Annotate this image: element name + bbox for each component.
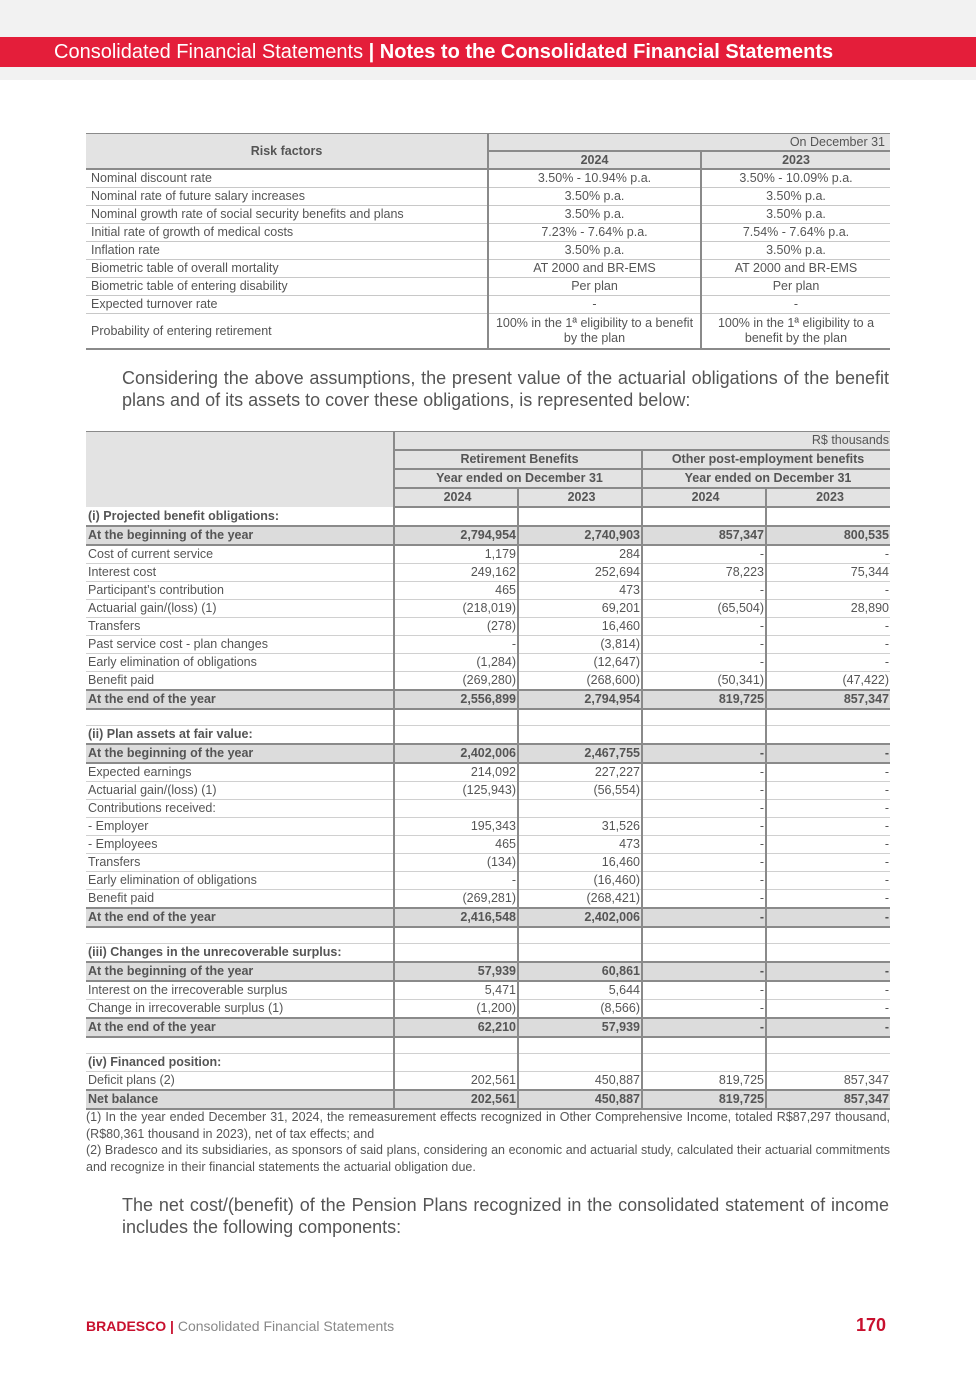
table-row — [86, 800, 890, 818]
year-header: 2023 — [701, 151, 890, 169]
year-header: 2023 — [766, 488, 890, 507]
footnote-2: (2) Bradesco and its subsidiaries, as sponsors of said plans, considering an economic and actuarial study, calculated their actuarial commitments and recognize in their financial statements the actuarial obligation due. — [86, 1143, 890, 1174]
row-label: Contributions received: — [86, 800, 394, 818]
value-cell — [518, 944, 642, 963]
value-cell: - — [642, 782, 766, 800]
table-row — [86, 242, 890, 260]
value-cell — [394, 1054, 518, 1072]
table-row — [86, 564, 890, 582]
value-cell: 57,939 — [518, 1018, 642, 1037]
total-row — [86, 908, 890, 927]
value-cell: - — [642, 582, 766, 600]
cell-2024: 3.50% p.a. — [488, 206, 701, 224]
row-label: Participant’s contribution — [86, 582, 394, 600]
value-cell: 2,794,954 — [518, 690, 642, 709]
value-cell — [642, 507, 766, 526]
table-row — [86, 1000, 890, 1019]
row-label: Deficit plans (2) — [86, 1072, 394, 1091]
row-label: Inflation rate — [86, 242, 488, 260]
risk-factors-table — [86, 133, 890, 350]
value-cell: 2,794,954 — [394, 526, 518, 545]
cell-2023: 7.54% - 7.64% p.a. — [701, 224, 890, 242]
value-cell: (65,504) — [642, 600, 766, 618]
cell-2024: 3.50% p.a. — [488, 188, 701, 206]
value-cell: - — [642, 744, 766, 763]
value-cell: - — [642, 800, 766, 818]
value-cell: 16,460 — [518, 854, 642, 872]
value-cell: - — [642, 1018, 766, 1037]
value-cell: - — [642, 981, 766, 1000]
value-cell: (8,566) — [518, 1000, 642, 1019]
value-cell — [766, 1054, 890, 1072]
period-header: Year ended on December 31 — [394, 469, 642, 488]
row-label: (ii) Plan assets at fair value: — [86, 726, 394, 745]
value-cell: - — [642, 818, 766, 836]
value-cell: - — [766, 582, 890, 600]
value-cell: 214,092 — [394, 763, 518, 782]
value-cell: - — [766, 1018, 890, 1037]
value-cell: 2,416,548 — [394, 908, 518, 927]
row-label: Interest cost — [86, 564, 394, 582]
value-cell: - — [766, 654, 890, 672]
footnote-1: (1) In the year ended December 31, 2024, the remeasurement effects recognized in Other Comprehensive Income, totaled R$87,297 thousand, (R$80,361 thousand in 2023), net of tax effects; and — [86, 1110, 890, 1141]
table-row — [86, 1072, 890, 1091]
value-cell: 5,471 — [394, 981, 518, 1000]
cell-2024: 7.23% - 7.64% p.a. — [488, 224, 701, 242]
table-row — [86, 872, 890, 890]
cell-2024: 3.50% p.a. — [488, 242, 701, 260]
value-cell: - — [766, 962, 890, 981]
header-separator: | — [363, 41, 380, 63]
value-cell: (134) — [394, 854, 518, 872]
table-row — [86, 188, 890, 206]
table-row — [86, 224, 890, 242]
value-cell: 62,210 — [394, 1018, 518, 1037]
cell-2023: 100% in the 1ª eligibility to a benefit by the plan — [701, 314, 890, 350]
section-title-row — [86, 1054, 890, 1072]
table-row — [86, 890, 890, 909]
value-cell: (47,422) — [766, 672, 890, 691]
value-cell: 2,402,006 — [394, 744, 518, 763]
value-cell — [642, 1037, 766, 1054]
value-cell: (125,943) — [394, 782, 518, 800]
total-row — [86, 962, 890, 981]
value-cell: - — [642, 545, 766, 564]
row-label: At the end of the year — [86, 690, 394, 709]
cell-2024: - — [488, 296, 701, 314]
row-label: Interest on the irrecoverable surplus — [86, 981, 394, 1000]
value-cell: 473 — [518, 836, 642, 854]
value-cell: 195,343 — [394, 818, 518, 836]
value-cell: 284 — [518, 545, 642, 564]
table-row — [86, 260, 890, 278]
value-cell: (16,460) — [518, 872, 642, 890]
unit-label: R$ thousands — [394, 432, 890, 451]
cell-2024: Per plan — [488, 278, 701, 296]
row-label: Early elimination of obligations — [86, 872, 394, 890]
table-row — [86, 672, 890, 691]
cell-2024: 3.50% - 10.94% p.a. — [488, 169, 701, 188]
footer-separator: | — [166, 1318, 178, 1334]
value-cell: - — [766, 908, 890, 927]
value-cell: (269,280) — [394, 672, 518, 691]
row-label: At the end of the year — [86, 908, 394, 927]
value-cell: 857,347 — [642, 526, 766, 545]
value-cell: 819,725 — [642, 690, 766, 709]
value-cell: - — [766, 782, 890, 800]
cell-2023: AT 2000 and BR-EMS — [701, 260, 890, 278]
value-cell — [642, 944, 766, 963]
value-cell — [766, 709, 890, 726]
row-label: Cost of current service — [86, 545, 394, 564]
row-label: Actuarial gain/(loss) (1) — [86, 600, 394, 618]
value-cell — [518, 726, 642, 745]
row-label — [86, 709, 394, 726]
value-cell: (12,647) — [518, 654, 642, 672]
section-header-bar — [0, 37, 976, 67]
value-cell: 1,179 — [394, 545, 518, 564]
value-cell: - — [766, 636, 890, 654]
value-cell: 2,556,899 — [394, 690, 518, 709]
footer-text: Consolidated Financial Statements — [177, 1318, 395, 1334]
value-cell — [518, 800, 642, 818]
value-cell — [642, 927, 766, 944]
cell-2024: 100% in the 1ª eligibility to a benefit by the plan — [488, 314, 701, 350]
table-row — [86, 169, 890, 188]
table-row — [86, 314, 890, 350]
value-cell: - — [642, 763, 766, 782]
row-label: Nominal discount rate — [86, 169, 488, 188]
cell-2023: 3.50% p.a. — [701, 188, 890, 206]
table-row — [86, 206, 890, 224]
value-cell — [518, 709, 642, 726]
table-row — [86, 296, 890, 314]
page-number: 170 — [855, 1315, 886, 1335]
footer — [86, 1318, 394, 1334]
value-cell — [518, 507, 642, 526]
row-label: Initial rate of growth of medical costs — [86, 224, 488, 242]
table-row — [86, 278, 890, 296]
cell-2024: AT 2000 and BR-EMS — [488, 260, 701, 278]
value-cell: 450,887 — [518, 1072, 642, 1091]
table-row — [86, 981, 890, 1000]
row-label: Biometric table of overall mortality — [86, 260, 488, 278]
period-header: Year ended on December 31 — [642, 469, 890, 488]
value-cell: - — [766, 890, 890, 909]
value-cell — [642, 709, 766, 726]
value-cell: (269,281) — [394, 890, 518, 909]
value-cell: 450,887 — [518, 1090, 642, 1109]
value-cell: - — [642, 854, 766, 872]
value-cell: 227,227 — [518, 763, 642, 782]
row-label: Transfers — [86, 854, 394, 872]
value-cell: - — [766, 818, 890, 836]
value-cell — [394, 927, 518, 944]
paragraph-net-cost: The net cost/(benefit) of the Pension Plans recognized in the consolidated statement of income includes the following components: — [122, 1195, 889, 1237]
value-cell — [394, 1037, 518, 1054]
value-cell: (268,600) — [518, 672, 642, 691]
total-row — [86, 744, 890, 763]
value-cell: - — [394, 872, 518, 890]
section-title-row — [86, 507, 890, 526]
value-cell: 2,467,755 — [518, 744, 642, 763]
table-row — [86, 782, 890, 800]
table-row — [86, 654, 890, 672]
value-cell — [394, 709, 518, 726]
value-cell — [766, 1037, 890, 1054]
total-row — [86, 1018, 890, 1037]
footer-brand: BRADESCO — [86, 1318, 167, 1334]
footnotes — [86, 1109, 890, 1175]
row-label: At the beginning of the year — [86, 526, 394, 545]
value-cell — [394, 507, 518, 526]
row-label: Nominal growth rate of social security benefits and plans — [86, 206, 488, 224]
row-label: Change in irrecoverable surplus (1) — [86, 1000, 394, 1019]
total-row — [86, 1090, 890, 1109]
value-cell: (278) — [394, 618, 518, 636]
value-cell: 31,526 — [518, 818, 642, 836]
row-label: Past service cost - plan changes — [86, 636, 394, 654]
table-row — [86, 545, 890, 564]
row-label: - Employer — [86, 818, 394, 836]
value-cell: - — [766, 872, 890, 890]
cell-2023: 3.50% - 10.09% p.a. — [701, 169, 890, 188]
value-cell: - — [766, 981, 890, 1000]
cell-2023: 3.50% p.a. — [701, 206, 890, 224]
row-label: Benefit paid — [86, 672, 394, 691]
value-cell: - — [766, 800, 890, 818]
table-row — [86, 836, 890, 854]
row-label: Biometric table of entering disability — [86, 278, 488, 296]
cell-2023: Per plan — [701, 278, 890, 296]
spacer-row — [86, 709, 890, 726]
value-cell: - — [766, 836, 890, 854]
value-cell: (268,421) — [518, 890, 642, 909]
year-header: 2024 — [642, 488, 766, 507]
year-header: 2024 — [488, 151, 701, 169]
risk-factors-header: Risk factors — [86, 134, 488, 170]
group-retirement-benefits: Retirement Benefits — [394, 450, 642, 469]
value-cell — [394, 726, 518, 745]
value-cell: 252,694 — [518, 564, 642, 582]
total-row — [86, 690, 890, 709]
row-label: - Employees — [86, 836, 394, 854]
value-cell: (1,200) — [394, 1000, 518, 1019]
header-title: Notes to the Consolidated Financial Statements — [379, 41, 834, 63]
row-label: (i) Projected benefit obligations: — [86, 507, 394, 526]
value-cell — [518, 927, 642, 944]
total-row — [86, 526, 890, 545]
section-title-row — [86, 726, 890, 745]
value-cell: 202,561 — [394, 1090, 518, 1109]
value-cell: (1,284) — [394, 654, 518, 672]
header-section: Consolidated Financial Statements — [54, 41, 364, 63]
value-cell: 5,644 — [518, 981, 642, 1000]
value-cell: 202,561 — [394, 1072, 518, 1091]
table-row — [86, 636, 890, 654]
value-cell: 2,740,903 — [518, 526, 642, 545]
value-cell: - — [642, 836, 766, 854]
value-cell — [642, 726, 766, 745]
value-cell: 60,861 — [518, 962, 642, 981]
period-header: On December 31 — [488, 134, 890, 152]
paragraph-assumptions: Considering the above assumptions, the present value of the actuarial obligations of the benefit plans and of its assets to cover these obligations, is represented below: — [122, 368, 889, 410]
row-label: (iii) Changes in the unrecoverable surplus: — [86, 944, 394, 963]
row-label: Expected turnover rate — [86, 296, 488, 314]
value-cell: 857,347 — [766, 1072, 890, 1091]
row-label: (iv) Financed position: — [86, 1054, 394, 1072]
row-label: At the beginning of the year — [86, 962, 394, 981]
value-cell: 465 — [394, 836, 518, 854]
row-label: Actuarial gain/(loss) (1) — [86, 782, 394, 800]
value-cell: 16,460 — [518, 618, 642, 636]
value-cell: 249,162 — [394, 564, 518, 582]
cell-2023: - — [701, 296, 890, 314]
value-cell: - — [766, 618, 890, 636]
cell-2023: 3.50% p.a. — [701, 242, 890, 260]
actuarial-obligations-table — [86, 431, 890, 1110]
value-cell: - — [642, 1000, 766, 1019]
value-cell — [642, 1054, 766, 1072]
value-cell: 78,223 — [642, 564, 766, 582]
table-row — [86, 582, 890, 600]
row-label — [86, 927, 394, 944]
row-label: Transfers — [86, 618, 394, 636]
value-cell: 75,344 — [766, 564, 890, 582]
value-cell: 69,201 — [518, 600, 642, 618]
value-cell — [518, 1037, 642, 1054]
value-cell: - — [394, 636, 518, 654]
section-title-row — [86, 944, 890, 963]
row-label: Probability of entering retirement — [86, 314, 488, 350]
year-header: 2023 — [518, 488, 642, 507]
row-label: At the end of the year — [86, 1018, 394, 1037]
value-cell: (218,019) — [394, 600, 518, 618]
table-row — [86, 818, 890, 836]
year-header: 2024 — [394, 488, 518, 507]
spacer-row — [86, 927, 890, 944]
value-cell: (3,814) — [518, 636, 642, 654]
value-cell: - — [642, 636, 766, 654]
value-cell — [766, 507, 890, 526]
value-cell — [394, 944, 518, 963]
value-cell: - — [642, 962, 766, 981]
value-cell: (50,341) — [642, 672, 766, 691]
table-row — [86, 763, 890, 782]
value-cell: (56,554) — [518, 782, 642, 800]
value-cell — [766, 944, 890, 963]
row-label: At the beginning of the year — [86, 744, 394, 763]
value-cell: 819,725 — [642, 1090, 766, 1109]
value-cell — [394, 800, 518, 818]
value-cell — [518, 1054, 642, 1072]
value-cell: - — [766, 545, 890, 564]
spacer-row — [86, 1037, 890, 1054]
table-row — [86, 600, 890, 618]
value-cell: 28,890 — [766, 600, 890, 618]
value-cell: - — [642, 908, 766, 927]
value-cell: - — [766, 744, 890, 763]
value-cell — [766, 927, 890, 944]
value-cell: 473 — [518, 582, 642, 600]
value-cell: - — [642, 872, 766, 890]
row-label: Nominal rate of future salary increases — [86, 188, 488, 206]
value-cell: - — [766, 763, 890, 782]
value-cell: - — [642, 618, 766, 636]
row-label — [86, 1037, 394, 1054]
value-cell: 857,347 — [766, 690, 890, 709]
value-cell: 2,402,006 — [518, 908, 642, 927]
row-label: Expected earnings — [86, 763, 394, 782]
value-cell: 819,725 — [642, 1072, 766, 1091]
value-cell: - — [766, 854, 890, 872]
table-row — [86, 854, 890, 872]
row-label: Early elimination of obligations — [86, 654, 394, 672]
row-label: Benefit paid — [86, 890, 394, 909]
value-cell: - — [642, 890, 766, 909]
value-cell: 857,347 — [766, 1090, 890, 1109]
value-cell: 57,939 — [394, 962, 518, 981]
value-cell: - — [766, 1000, 890, 1019]
value-cell: 465 — [394, 582, 518, 600]
value-cell — [766, 726, 890, 745]
value-cell: 800,535 — [766, 526, 890, 545]
table-row — [86, 618, 890, 636]
row-label: Net balance — [86, 1090, 394, 1109]
value-cell: - — [642, 654, 766, 672]
group-other-post-employment: Other post-employment benefits — [642, 450, 890, 469]
